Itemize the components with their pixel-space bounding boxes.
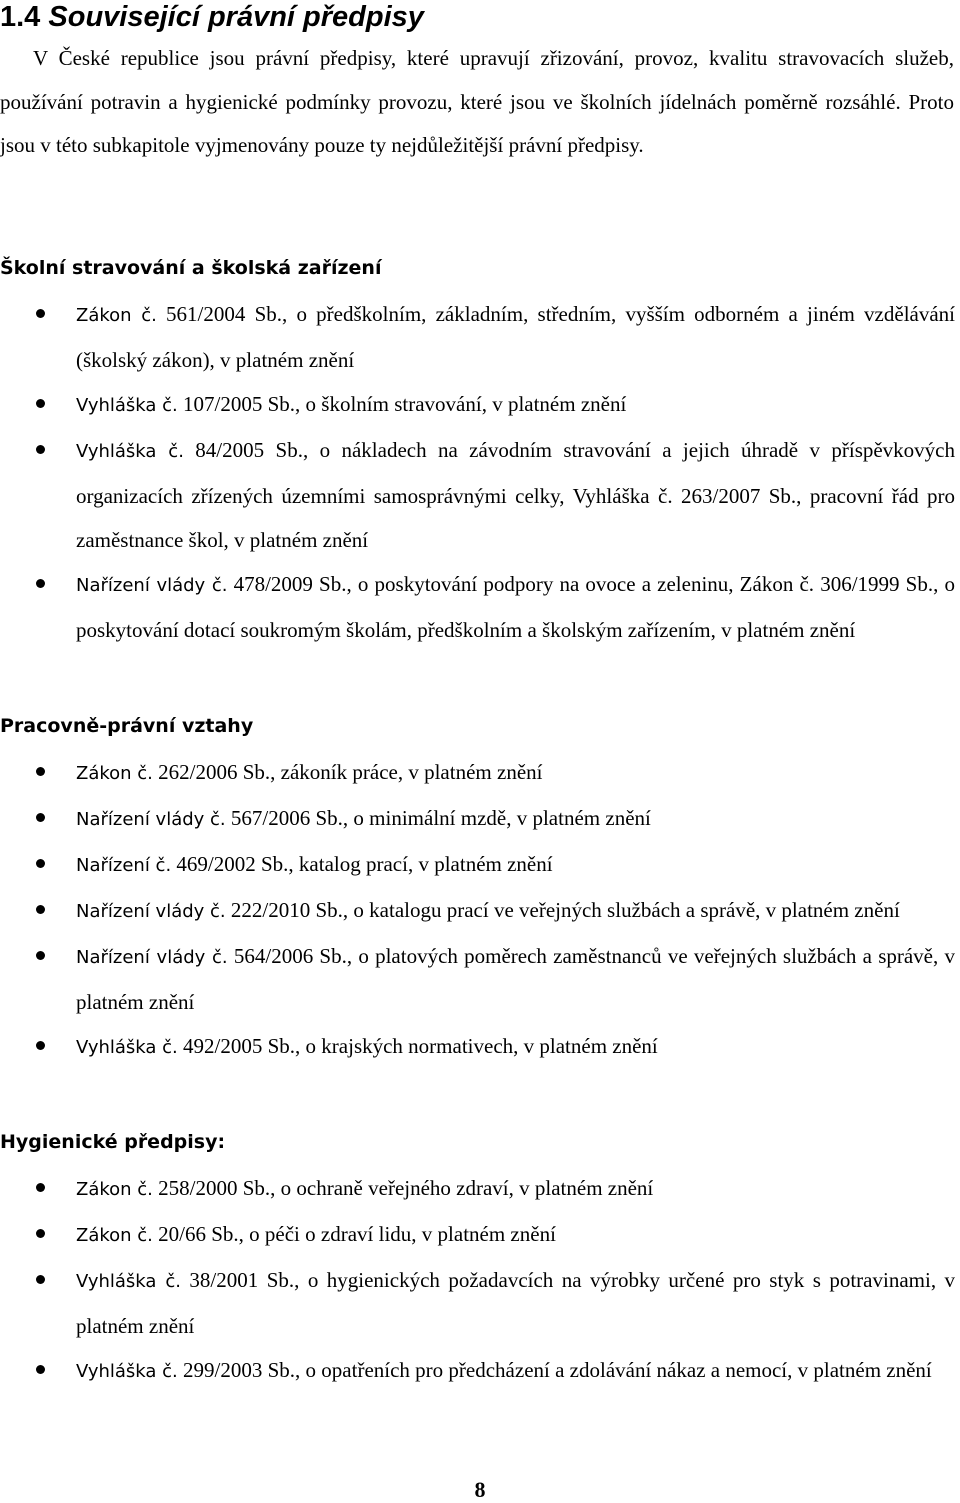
bullet-icon: [36, 951, 45, 960]
list-item: [0, 842, 955, 888]
regulation-text: 567/2006 Sb., o minimální mzdě, v platném znění: [225, 806, 651, 830]
list-item: [0, 382, 955, 428]
regulation-text: 38/2001 Sb., o hygienických požadavcích na výrobky určené pro styk s potravinami, v platném znění: [76, 1268, 956, 1338]
bullet-icon: [36, 767, 45, 776]
list-item: [0, 1024, 955, 1070]
regulation-type: Vyhláška č.: [76, 395, 178, 416]
list-item: [0, 1166, 955, 1212]
section-title-text: Související právní předpisy: [48, 1, 424, 33]
regulation-list-labour-law: [0, 750, 955, 1070]
bullet-icon: [36, 1041, 45, 1050]
list-item: [0, 1348, 955, 1394]
section-heading-hygiene: Hygienické předpisy:: [0, 1131, 226, 1153]
regulation-text: 107/2005 Sb., o školním stravování, v platném znění: [177, 392, 627, 416]
list-item: [0, 428, 955, 562]
regulation-text: 84/2005 Sb., o nákladech na závodním stravování a jejich úhradě v příspěvkových organizacích zřízených územními samosprávnými celky, Vyhláška č. 263/2007 Sb., pracovní řád pro zaměstnance škol, v platném znění: [76, 438, 956, 552]
regulation-text: 469/2002 Sb., katalog prací, v platném znění: [171, 852, 553, 876]
bullet-icon: [36, 399, 45, 408]
page-number: 8: [474, 1477, 486, 1502]
regulation-type: Zákon č.: [76, 305, 157, 326]
regulation-text: 222/2010 Sb., o katalogu prací ve veřejných službách a správě, v platném znění: [225, 898, 900, 922]
list-item: [0, 750, 955, 796]
section-number: 1.4: [0, 1, 41, 33]
regulation-text: 564/2006 Sb., o platových poměrech zaměstnanců ve veřejných službách a správě, v platném znění: [76, 944, 955, 1014]
bullet-icon: [36, 1275, 45, 1284]
regulation-text: 478/2009 Sb., o poskytování podpory na ovoce a zeleninu, Zákon č. 306/1999 Sb., o poskytování dotací soukromým školám, předškolním a školským zařízením, v platném znění: [76, 572, 955, 642]
list-item: [0, 796, 955, 842]
regulation-type: Nařízení vlády č.: [76, 809, 226, 830]
list-item: [0, 934, 955, 1024]
list-item: [0, 888, 955, 934]
regulation-text: 262/2006 Sb., zákoník práce, v platném znění: [152, 760, 543, 784]
bullet-icon: [36, 859, 45, 868]
regulation-type: Nařízení č.: [76, 855, 172, 876]
bullet-icon: [36, 309, 45, 318]
regulation-list-hygiene: [0, 1166, 955, 1394]
regulation-text: 299/2003 Sb., o opatřeních pro předcházení a zdolávání nákaz a nemocí, v platném znění: [177, 1358, 932, 1382]
regulation-list-school-catering: [0, 292, 955, 652]
regulation-text: 561/2004 Sb., o předškolním, základním, středním, vyšším odborném a jiném vzdělávání (školský zákon), v platném znění: [76, 302, 956, 372]
intro-paragraph: V České republice jsou právní předpisy, které upravují zřizování, provoz, kvalitu stravovacích služeb, používání potravin a hygienické podmínky provozu, které jsou ve školních jídelnách poměrně rozsáhlé. Proto jsou v této subkapitole vyjmenovány pouze ty nejdůležitější právní předpisy.: [0, 46, 954, 157]
list-item: [0, 562, 955, 652]
regulation-type: Vyhláška č.: [76, 441, 184, 462]
regulation-text: 258/2000 Sb., o ochraně veřejného zdraví, v platném znění: [152, 1176, 654, 1200]
bullet-icon: [36, 905, 45, 914]
regulation-type: Zákon č.: [76, 763, 153, 784]
regulation-text: 20/66 Sb., o péči o zdraví lidu, v platném znění: [152, 1222, 556, 1246]
bullet-icon: [36, 813, 45, 822]
bullet-icon: [36, 1229, 45, 1238]
section-title: [0, 0, 424, 34]
regulation-type: Zákon č.: [76, 1179, 153, 1200]
regulation-type: Vyhláška č.: [76, 1271, 181, 1292]
section-heading-labour-law: Pracovně-právní vztahy: [0, 715, 254, 737]
regulation-type: Vyhláška č.: [76, 1361, 178, 1382]
list-item: [0, 292, 955, 382]
bullet-icon: [36, 1365, 45, 1374]
list-item: [0, 1212, 955, 1258]
regulation-type: Zákon č.: [76, 1225, 153, 1246]
regulation-type: Nařízení vlády č.: [76, 575, 228, 596]
regulation-type: Nařízení vlády č.: [76, 901, 226, 922]
regulation-text: 492/2005 Sb., o krajských normativech, v platném znění: [177, 1034, 658, 1058]
bullet-icon: [36, 445, 45, 454]
regulation-type: Nařízení vlády č.: [76, 947, 228, 968]
list-item: [0, 1258, 955, 1348]
bullet-icon: [36, 1183, 45, 1192]
bullet-icon: [36, 579, 45, 588]
section-heading-school-catering: Školní stravování a školská zařízení: [0, 257, 382, 279]
regulation-type: Vyhláška č.: [76, 1037, 178, 1058]
